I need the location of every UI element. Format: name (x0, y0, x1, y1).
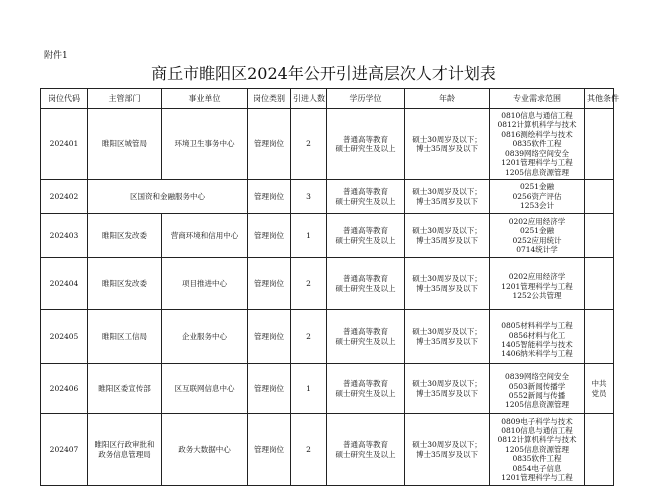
cell-count: 2 (291, 109, 327, 180)
major-item: 0835软件工程 (512, 454, 562, 464)
education-line: 硕士研究生及以上 (335, 196, 396, 206)
cell-other (585, 258, 614, 310)
dept-line: 政务信息管理局 (98, 449, 151, 459)
education-line: 硕士研究生及以上 (335, 235, 396, 245)
cell-other (585, 109, 614, 180)
cell-education (327, 414, 405, 486)
age-line: 硕士30周岁及以下； (412, 134, 482, 144)
major-item: 0854电子信息 (512, 463, 562, 473)
cell-code: 202401 (41, 109, 88, 180)
age-line: 博士35周岁及以下 (415, 336, 479, 346)
table-row (41, 109, 614, 180)
cell-category: 管理岗位 (248, 414, 291, 486)
education-line: 普通高等教育 (343, 274, 388, 284)
major-item: 0835软件工程 (512, 139, 562, 149)
table-row (41, 180, 614, 214)
table-row (41, 414, 614, 486)
age-line: 博士35周岁及以下 (415, 388, 479, 398)
cell-majors (490, 109, 585, 180)
cell-dept (88, 414, 162, 486)
major-item: 0816测绘科学与技术 (501, 129, 573, 139)
major-item: 1405智能科学与技术 (501, 340, 573, 349)
cell-education (327, 109, 405, 180)
cell-age (405, 214, 490, 258)
major-item: 0202应用经济学 (508, 216, 566, 226)
major-item: 0810信息与通信工程 (501, 425, 573, 435)
cell-age (405, 364, 490, 414)
cell-count: 2 (291, 258, 327, 310)
table-row (41, 310, 614, 364)
age-line: 硕士30周岁及以下； (412, 379, 482, 389)
cell-unit: 项目推进中心 (162, 258, 248, 310)
table-row (41, 214, 614, 258)
cell-count: 1 (291, 364, 327, 414)
col-header-other: 其他条件 (585, 89, 614, 109)
cell-code: 202407 (41, 414, 88, 486)
age-line: 博士35周岁及以下 (415, 235, 479, 245)
cell-category: 管理岗位 (248, 180, 291, 214)
age-line: 博士35周岁及以下 (415, 144, 479, 153)
cell-code: 202406 (41, 364, 88, 414)
age-line: 硕士30周岁及以下； (412, 440, 482, 450)
cell-count: 1 (291, 214, 327, 258)
table-header-row (41, 89, 614, 109)
col-header-age: 年龄 (405, 89, 490, 109)
col-header-code: 岗位代码 (41, 89, 88, 109)
col-header-unit: 事业单位 (162, 89, 248, 109)
major-item: 1205信息资源管理 (504, 400, 570, 410)
cell-count: 2 (291, 310, 327, 364)
cell-education (327, 258, 405, 310)
major-item: 1205信息资源管理 (504, 167, 570, 177)
col-header-majors: 专业需求范围 (490, 89, 585, 109)
cell-other (585, 180, 614, 214)
cell-age (405, 414, 490, 486)
age-line: 博士35周岁及以下 (415, 283, 479, 293)
education-line: 普通高等教育 (343, 187, 388, 197)
cell-dept: 睢阳区委宣传部 (88, 364, 162, 414)
cell-category: 管理岗位 (248, 364, 291, 414)
major-item: 0812计算机科学与技术 (497, 120, 577, 130)
cell-age (405, 258, 490, 310)
cell-majors (490, 180, 585, 214)
major-item: 1201管理科学与工程 (501, 281, 573, 291)
education-line: 普通高等教育 (343, 134, 388, 144)
col-header-count: 引进人数 (291, 89, 327, 109)
major-item: 1253会计 (519, 201, 555, 211)
major-item: 0256资产评估 (512, 191, 562, 201)
major-item: 1201管理科学与工程 (501, 473, 573, 483)
cell-majors (490, 364, 585, 414)
age-line: 硕士30周岁及以下； (412, 187, 482, 197)
major-item: 0805材料科学与工程 (501, 321, 573, 331)
education-line: 硕士研究生及以上 (335, 336, 396, 346)
education-line: 硕士研究生及以上 (335, 283, 396, 293)
education-line: 硕士研究生及以上 (335, 144, 396, 153)
cell-majors (490, 214, 585, 258)
major-item: 0809电子科学与技术 (501, 416, 573, 426)
col-header-category: 岗位类别 (248, 89, 291, 109)
dept-line: 睢阳区行政审批和 (94, 440, 155, 450)
major-item: 0202应用经济学 (508, 272, 566, 282)
major-item: 1406纳米科学与工程 (501, 349, 573, 359)
page-title: 商丘市睢阳区2024年公开引进高层次人才计划表 (151, 64, 496, 83)
cell-majors (490, 414, 585, 486)
education-line: 硕士研究生及以上 (335, 388, 396, 398)
cell-dept-unit: 区国资和金融服务中心 (88, 180, 248, 214)
cell-other (585, 310, 614, 364)
cell-education (327, 180, 405, 214)
cell-dept: 睢阳区工信局 (88, 310, 162, 364)
major-item: 0714统计学 (516, 244, 558, 254)
cell-code: 202405 (41, 310, 88, 364)
cell-category: 管理岗位 (248, 214, 291, 258)
major-item: 0251金融 (519, 182, 555, 192)
major-item: 0856材料与化工 (508, 330, 566, 340)
cell-unit: 区互联网信息中心 (162, 364, 248, 414)
major-item: 0812计算机科学与技术 (497, 435, 577, 445)
table-row (41, 364, 614, 414)
other-line: 党员 (591, 388, 607, 398)
cell-age (405, 109, 490, 180)
cell-category: 管理岗位 (248, 258, 291, 310)
cell-category: 管理岗位 (248, 109, 291, 180)
cell-code: 202402 (41, 180, 88, 214)
major-item: 1252公共管理 (512, 291, 562, 301)
cell-code: 202404 (41, 258, 88, 310)
major-item: 0839网络空间安全 (504, 148, 570, 158)
major-item: 1205信息资源管理 (504, 444, 570, 454)
cell-other (585, 364, 614, 414)
cell-dept: 睢阳区发改委 (88, 258, 162, 310)
cell-education (327, 214, 405, 258)
major-item: 0839网络空间安全 (504, 372, 570, 382)
cell-unit: 环境卫生事务中心 (162, 109, 248, 180)
cell-age (405, 180, 490, 214)
major-item: 0810信息与通信工程 (501, 111, 573, 121)
cell-count: 3 (291, 180, 327, 214)
major-item: 0552新闻与传播 (508, 391, 566, 400)
major-item: 1201管理科学与工程 (501, 158, 573, 168)
attachment-label: 附件1 (44, 51, 68, 61)
cell-majors (490, 310, 585, 364)
age-line: 博士35周岁及以下 (415, 449, 479, 459)
cell-unit: 企业服务中心 (162, 310, 248, 364)
age-line: 硕士30周岁及以下； (412, 327, 482, 337)
education-line: 普通高等教育 (343, 327, 388, 337)
other-line: 中共 (591, 379, 607, 389)
cell-category: 管理岗位 (248, 310, 291, 364)
education-line: 硕士研究生及以上 (335, 449, 396, 459)
table-row (41, 258, 614, 310)
cell-dept: 睢阳区发改委 (88, 214, 162, 258)
cell-unit: 政务大数据中心 (162, 414, 248, 486)
age-line: 硕士30周岁及以下； (412, 274, 482, 284)
age-line: 博士35周岁及以下 (415, 196, 479, 206)
cell-age (405, 310, 490, 364)
age-line: 硕士30周岁及以下； (412, 226, 482, 236)
cell-unit: 营商环境和信用中心 (162, 214, 248, 258)
education-line: 普通高等教育 (343, 379, 388, 389)
cell-education (327, 310, 405, 364)
col-header-education: 学历学位 (327, 89, 405, 109)
cell-count: 2 (291, 414, 327, 486)
col-header-dept: 主管部门 (88, 89, 162, 109)
talent-plan-table (40, 88, 619, 486)
major-item: 0252应用统计 (512, 235, 562, 245)
cell-other (585, 214, 614, 258)
major-item: 0251金融 (519, 226, 555, 236)
cell-education (327, 364, 405, 414)
cell-other (585, 414, 614, 486)
education-line: 普通高等教育 (343, 226, 388, 236)
cell-dept: 睢阳区城管局 (88, 109, 162, 180)
major-item: 0503新闻传播学 (508, 381, 566, 391)
education-line: 普通高等教育 (343, 440, 388, 450)
cell-majors (490, 258, 585, 310)
cell-code: 202403 (41, 214, 88, 258)
